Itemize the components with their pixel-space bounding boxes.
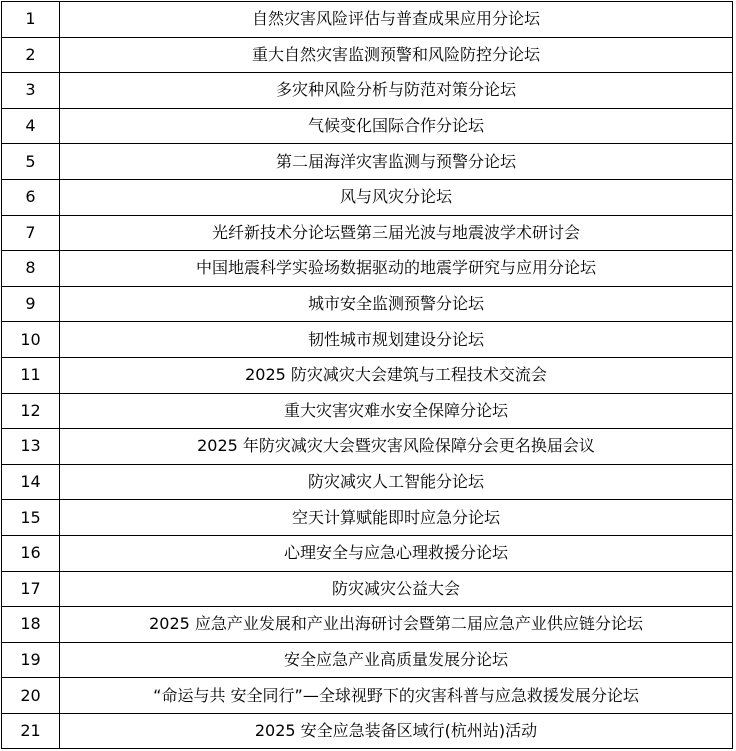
forum-title: 防灾减灾公益大会: [60, 571, 733, 607]
forum-title: 光纤新技术分论坛暨第三届光波与地震波学术研讨会: [60, 215, 733, 251]
row-number: 17: [2, 571, 60, 607]
row-number: 11: [2, 357, 60, 393]
row-number: 4: [2, 108, 60, 144]
table-row: [2, 464, 733, 500]
forum-title: 2025 防灾减灾大会建筑与工程技术交流会: [60, 357, 733, 393]
table-row: [2, 571, 733, 607]
row-number: 1: [2, 2, 60, 38]
row-number: 2: [2, 37, 60, 73]
table-row: [2, 429, 733, 465]
row-number: 14: [2, 464, 60, 500]
forum-title: 多灾种风险分析与防范对策分论坛: [60, 73, 733, 109]
forum-title: 重大自然灾害监测预警和风险防控分论坛: [60, 37, 733, 73]
forum-title: 韧性城市规划建设分论坛: [60, 322, 733, 358]
forum-title: 防灾减灾人工智能分论坛: [60, 464, 733, 500]
forum-title: 安全应急产业高质量发展分论坛: [60, 642, 733, 678]
forum-title: 第二届海洋灾害监测与预警分论坛: [60, 144, 733, 180]
table-row: [2, 179, 733, 215]
table-row: [2, 535, 733, 571]
forum-table: [1, 1, 733, 749]
forum-title: 2025 应急产业发展和产业出海研讨会暨第二届应急产业供应链分论坛: [60, 607, 733, 643]
table-row: [2, 393, 733, 429]
row-number: 6: [2, 179, 60, 215]
row-number: 3: [2, 73, 60, 109]
row-number: 13: [2, 429, 60, 465]
forum-title: 城市安全监测预警分论坛: [60, 286, 733, 322]
table-row: [2, 713, 733, 749]
table-row: [2, 286, 733, 322]
table-row: [2, 500, 733, 536]
forum-table-body: [2, 2, 733, 749]
forum-title: 中国地震科学实验场数据驱动的地震学研究与应用分论坛: [60, 251, 733, 287]
forum-title: 2025 安全应急装备区域行(杭州站)活动: [60, 713, 733, 749]
row-number: 9: [2, 286, 60, 322]
row-number: 8: [2, 251, 60, 287]
row-number: 5: [2, 144, 60, 180]
forum-title: 气候变化国际合作分论坛: [60, 108, 733, 144]
table-row: [2, 37, 733, 73]
table-row: [2, 73, 733, 109]
row-number: 21: [2, 713, 60, 749]
forum-title: 自然灾害风险评估与普查成果应用分论坛: [60, 2, 733, 38]
table-row: [2, 108, 733, 144]
row-number: 20: [2, 678, 60, 714]
table-row: [2, 642, 733, 678]
table-row: [2, 251, 733, 287]
row-number: 15: [2, 500, 60, 536]
forum-title: 风与风灾分论坛: [60, 179, 733, 215]
table-row: [2, 215, 733, 251]
row-number: 7: [2, 215, 60, 251]
row-number: 19: [2, 642, 60, 678]
row-number: 16: [2, 535, 60, 571]
table-row: [2, 2, 733, 38]
forum-title: 2025 年防灾减灾大会暨灾害风险保障分会更名换届会议: [60, 429, 733, 465]
row-number: 10: [2, 322, 60, 358]
table-row: [2, 357, 733, 393]
forum-title: 重大灾害灾难水安全保障分论坛: [60, 393, 733, 429]
table-row: [2, 678, 733, 714]
forum-title: 心理安全与应急心理救援分论坛: [60, 535, 733, 571]
table-row: [2, 322, 733, 358]
row-number: 12: [2, 393, 60, 429]
table-row: [2, 607, 733, 643]
forum-title: 空天计算赋能即时应急分论坛: [60, 500, 733, 536]
row-number: 18: [2, 607, 60, 643]
forum-title: “命运与共 安全同行”—全球视野下的灾害科普与应急救援发展分论坛: [60, 678, 733, 714]
table-row: [2, 144, 733, 180]
